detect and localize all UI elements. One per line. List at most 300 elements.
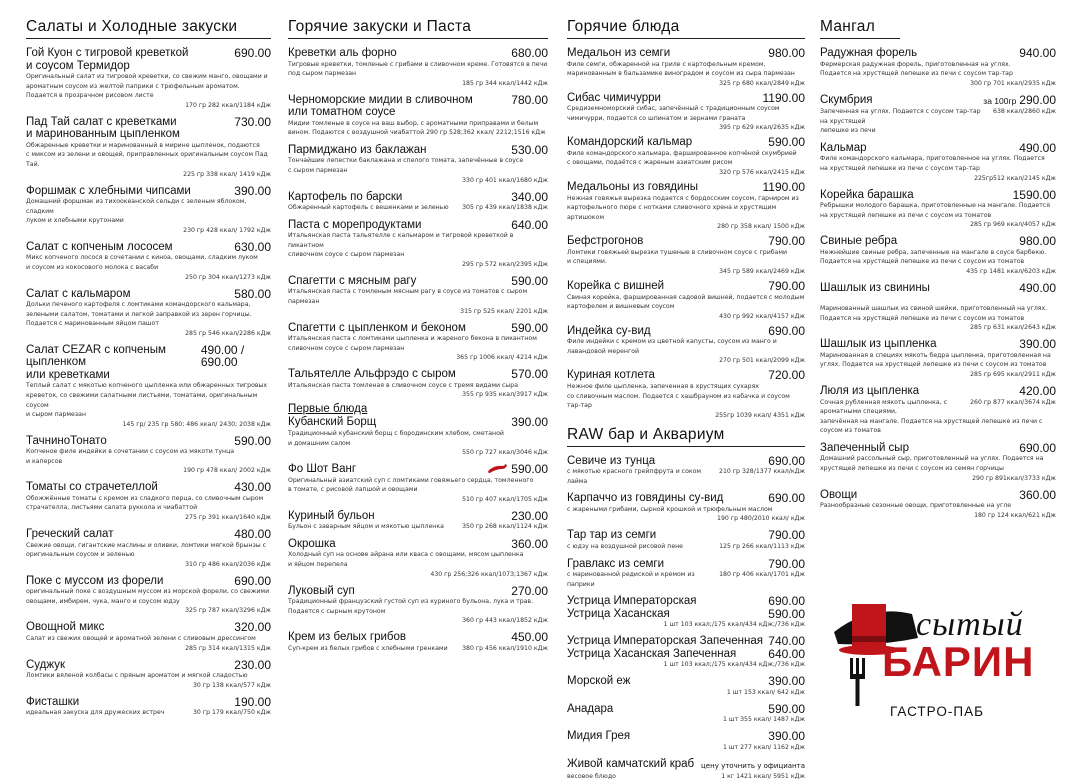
dish-description: Свиная корейка, фаршированная садовой вишней, подается с молодым картофелем и вишневым соусом bbox=[567, 293, 805, 311]
price-value: 590.00 bbox=[768, 701, 805, 716]
dish-price bbox=[230, 659, 271, 672]
section-title: Горячие закуски и Паста bbox=[288, 18, 548, 39]
column-grill bbox=[820, 18, 1056, 520]
menu-item-header bbox=[567, 492, 805, 505]
dish-description: Нежнейшие свиные ребра, запеченные на мангале в соусе барбекю. Подается на хрустящей лепешке из печи с соусом из томатов bbox=[820, 248, 1047, 266]
dish-description bbox=[567, 570, 805, 589]
menu-item-header bbox=[288, 191, 548, 204]
dish-name: Свиные ребра bbox=[820, 235, 898, 248]
dish-description: Маринованный шашлык из свиной шейки, приготовленный на углях. Подается на хрустящей лепешке из печи с соусом из томатов bbox=[820, 305, 1048, 322]
menu-item-header bbox=[820, 142, 1056, 155]
price-value: 940.00 bbox=[1019, 46, 1056, 60]
dish-nutrition: 360 гр 443 ккал/1852 кДж bbox=[462, 617, 548, 625]
menu-item-header bbox=[567, 455, 805, 468]
price-value: 790.00 bbox=[768, 556, 805, 571]
price-value: 690.00 bbox=[768, 453, 805, 468]
price-value: 680.00 bbox=[511, 46, 548, 60]
dish-price bbox=[507, 275, 548, 288]
price-value: 390.00 bbox=[768, 674, 805, 689]
dish-price bbox=[507, 510, 548, 523]
dish-name: Куриный бульон bbox=[288, 509, 375, 522]
dish-name: Салат с копченым лососем bbox=[26, 240, 173, 253]
menu-item-header bbox=[567, 92, 805, 105]
dish-description: Копченое филе индейки в сочетании с соусом из мякоти тунца и каперсов bbox=[26, 448, 235, 465]
menu-item bbox=[567, 280, 805, 321]
dish-name: Салат CEZAR с копченым цыпленком или креветками bbox=[26, 343, 166, 381]
dish-name: Луковый суп bbox=[288, 584, 355, 597]
menu-item bbox=[288, 631, 548, 653]
dish-name: Кальмар bbox=[820, 141, 867, 154]
dish-nutrition: 1 шт 103 ккал;/175 ккал/434 кДж;/736 кДж bbox=[663, 661, 805, 669]
dish-description bbox=[567, 467, 805, 486]
dish-nutrition: 275 гр 391 ккал/1640 кДж bbox=[185, 514, 271, 522]
menu-item bbox=[26, 47, 271, 110]
dish-description: Филе семги, обжаренной на гриле с картофельным кремом, маринованным в бальзамике виноградом и соусом из сыра пармезан bbox=[567, 60, 795, 78]
price-value: 740.00 640.00 bbox=[768, 634, 805, 661]
dish-name: Гой Куон с тигровой креветкой и соусом Термидор bbox=[26, 47, 189, 72]
dish-price bbox=[507, 94, 548, 107]
menu-item-header bbox=[26, 241, 271, 254]
dish-nutrition: 170 гр 282 ккал/1184 кДж bbox=[185, 101, 271, 109]
menu-item-header bbox=[26, 696, 271, 709]
dish-name: Салат с кальмаром bbox=[26, 287, 131, 300]
dish-description: Ломтики вяленой колбасы с пряным ароматом и мягкой сладостью bbox=[26, 672, 248, 680]
menu-item bbox=[26, 621, 271, 652]
dish-nutrition: 330 гр 401 ккал/1680 кДж bbox=[462, 176, 548, 184]
dish-name: Анадара bbox=[567, 702, 614, 715]
menu-item-header bbox=[567, 529, 805, 542]
dish-nutrition: 380 гр 456 ккал/1910 кДж bbox=[462, 644, 548, 652]
price-value: 790.00 bbox=[768, 234, 805, 249]
dish-description: Ломтики говяжьей вырезки тушеные в сливочном соусе с грибами и специями. bbox=[567, 248, 788, 266]
menu-item-header bbox=[288, 631, 548, 644]
dish-price bbox=[764, 730, 805, 743]
menu-item-header bbox=[567, 181, 805, 194]
dish-description: Нежная говяжья вырезка подается с бордосским соусом, гарниром из картофельного пюре с нотками сливочного хрена и хрустящим артишоком bbox=[567, 194, 799, 221]
dish-price bbox=[507, 463, 548, 476]
dish-description: Традиционный французский густой суп из куриного бульона, лука и трав. Подается с сырным крутоном bbox=[288, 598, 534, 615]
dish-price bbox=[507, 219, 548, 232]
price-value: 780.00 bbox=[511, 92, 548, 107]
dish-description bbox=[567, 772, 805, 782]
menu-item-header bbox=[820, 189, 1056, 202]
dish-description bbox=[820, 107, 1056, 136]
menu-item-header bbox=[26, 528, 271, 541]
dish-name: Сибас чимичурри bbox=[567, 91, 661, 104]
dish-nutrition: 305 гр 439 ккал/1838 кДж bbox=[462, 204, 548, 212]
dish-price bbox=[507, 322, 548, 335]
dish-price bbox=[507, 144, 548, 157]
dish-description-text: Обжаренный картофель с вешенками и зеленью bbox=[288, 204, 449, 212]
price-value: 590.00 bbox=[511, 273, 548, 288]
dish-name: Тар тар из семги bbox=[567, 529, 657, 542]
dish-nutrition: 285 гр 314 ккал/1315 кДж bbox=[185, 644, 271, 652]
column-hot-dishes bbox=[567, 18, 805, 782]
dish-name: Пармиджано из баклажан bbox=[288, 143, 427, 156]
dish-nutrition: 225 гр 338 ккал/ 1419 кДж bbox=[183, 170, 271, 178]
menu-item bbox=[288, 47, 548, 88]
dish-price bbox=[1015, 47, 1056, 60]
dish-name: Пад Тай салат с креветками и маринованным цыпленком bbox=[26, 115, 180, 141]
dish-description: Фермерская радужная форель, приготовленная на углях. Подается на хрустящей лепешке из печи с соусом тар-тар bbox=[820, 60, 1013, 78]
dish-nutrition: 285 гр 631 ккал/2643 кДж bbox=[970, 324, 1056, 332]
menu-item bbox=[567, 529, 805, 551]
price-value: 270.00 bbox=[511, 583, 548, 598]
menu-item-header bbox=[288, 585, 548, 598]
dish-description: Разнообразные сезонные овощи, приготовленные на угле bbox=[820, 502, 1012, 510]
dish-price bbox=[230, 288, 271, 301]
dish-description: Тигровые креветки, томленые с грибами в сливочном креме. Готовятся в печи под сыром пармезан bbox=[288, 60, 548, 78]
menu-item-header bbox=[567, 730, 805, 743]
dish-name: Фисташки bbox=[26, 695, 80, 708]
column-hot-appetizers bbox=[288, 18, 548, 653]
menu-item bbox=[288, 368, 548, 399]
menu-item bbox=[288, 416, 548, 457]
dish-price bbox=[764, 235, 805, 248]
menu-item-header bbox=[567, 47, 805, 60]
dish-description-text: Сочная рубленная мякоть цыпленка, с ароматными специями, запечённая на мангале. Подается на хрустящей лепешке из печи с соусом из томатов bbox=[820, 398, 1043, 435]
dish-nutrition: 325 гр 787 ккал/3296 кДж bbox=[185, 607, 271, 615]
menu-item-header bbox=[567, 280, 805, 293]
menu-item-header bbox=[820, 235, 1056, 248]
price-value: 590.00 bbox=[768, 135, 805, 150]
menu-item-header bbox=[288, 322, 548, 335]
dish-name: ТачниноТонато bbox=[26, 434, 107, 447]
dish-price bbox=[764, 595, 805, 620]
price-value: 640.00 bbox=[511, 217, 548, 232]
menu-item-header bbox=[26, 288, 271, 301]
menu-item bbox=[26, 344, 271, 429]
menu-item-header bbox=[288, 94, 548, 119]
dish-price bbox=[1015, 489, 1056, 502]
dish-nutrition: 1 кг 1421 ккал/ 5951 кДж bbox=[721, 773, 805, 781]
dish-nutrition: 30 гр 138 ккал/577 кДж bbox=[193, 681, 271, 689]
dish-name: Люля из цыпленка bbox=[820, 385, 920, 397]
dish-price bbox=[230, 696, 271, 709]
menu-item-header bbox=[288, 47, 548, 60]
price-value: 390.00 bbox=[511, 415, 548, 430]
menu-item-header bbox=[820, 282, 1056, 295]
dish-nutrition: 310 гр 486 ккал/2036 кДж bbox=[185, 560, 271, 568]
menu-item bbox=[567, 558, 805, 590]
dish-description bbox=[288, 203, 548, 213]
dish-name: Мидия Грея bbox=[567, 730, 631, 743]
dish-nutrition: 280 гр 358 ккал/ 1500 кДж bbox=[717, 223, 805, 231]
dish-nutrition: 185 гр 344 ккал/1442 кДж bbox=[462, 79, 548, 87]
menu-item bbox=[567, 492, 805, 523]
menu-item-header bbox=[820, 338, 1056, 351]
price-value: 690.00 590.00 bbox=[768, 594, 805, 621]
price-value: цену уточнить у официанта bbox=[701, 761, 805, 770]
dish-price bbox=[507, 538, 548, 551]
menu-item bbox=[288, 322, 548, 363]
menu-item bbox=[288, 219, 548, 269]
menu-item bbox=[567, 181, 805, 231]
price-value: 490.00 bbox=[1019, 281, 1056, 296]
dish-price bbox=[230, 435, 271, 448]
price-value: 290.00 bbox=[1019, 92, 1056, 107]
dish-price bbox=[697, 758, 805, 773]
dish-description: Маринованная в специях мякоть бедра цыпленка, приготовленная на углях. Подается на хрустящей лепешке из печи с соусом из томатов bbox=[820, 351, 1051, 369]
price-value: 720.00 bbox=[768, 368, 805, 383]
dish-price bbox=[764, 369, 805, 382]
menu-item bbox=[820, 282, 1056, 332]
menu-item bbox=[567, 703, 805, 725]
price-value: 730.00 bbox=[234, 114, 271, 129]
price-value: 490.00 / 690.00 bbox=[200, 342, 245, 370]
dish-nutrition: 285 гр 969 ккал/4057 кДж bbox=[970, 221, 1056, 229]
dish-description: Средиземноморский сибас, запечённый с традиционным соусом чимичурри, подается со шпинатом и зернами граната bbox=[567, 105, 780, 122]
logo-word-barin: БАРИН bbox=[882, 638, 1035, 685]
dish-description-text: Суп-крем из белых грибов с хлебными гренками bbox=[288, 644, 448, 652]
menu-item bbox=[820, 94, 1056, 136]
dish-name: Крем из белых грибов bbox=[288, 631, 406, 644]
dish-nutrition: 320 гр 576 ккал/2415 кДж bbox=[719, 169, 805, 177]
dish-nutrition: 1 шт 355 ккал/ 1487 кДж bbox=[722, 716, 805, 724]
menu-item-header bbox=[288, 538, 548, 551]
menu-item bbox=[567, 369, 805, 419]
menu-item bbox=[26, 659, 271, 690]
dish-nutrition: 30 гр 179 ккал/750 кДж bbox=[193, 709, 271, 717]
menu-item bbox=[26, 575, 271, 616]
dish-name: Устрица Императорская Запеченная Устрица Хасанская Запеченная bbox=[567, 635, 763, 660]
menu-item bbox=[26, 528, 271, 569]
menu-item-header bbox=[567, 369, 805, 382]
dish-nutrition: 180 гр 406 ккал/1701 кДж bbox=[719, 571, 805, 579]
dish-price bbox=[1015, 282, 1056, 295]
dish-price bbox=[507, 47, 548, 60]
dish-nutrition: 345 гр 589 ккал/2469 кДж bbox=[719, 268, 805, 276]
price-value: 590.00 bbox=[511, 462, 548, 477]
menu-item bbox=[820, 442, 1056, 483]
dish-name: Индейка су-вид bbox=[567, 324, 651, 337]
dish-price bbox=[1015, 235, 1056, 248]
menu-item-header bbox=[288, 510, 548, 523]
dish-description: Холодный суп на основе айрана или кваса с овощами, мясом цыпленка и яйцом перепела bbox=[288, 551, 524, 568]
dish-name: Карпаччо из говядины су-вид bbox=[567, 492, 724, 505]
dish-nutrition: 145 гр/ 235 гр 580; 486 ккал/ 2430; 2038 кДж bbox=[122, 420, 271, 428]
menu-item bbox=[820, 47, 1056, 88]
dish-nutrition: 395 гр 629 ккал/2635 кДж bbox=[719, 124, 805, 132]
dish-name: Кубанский Борщ bbox=[288, 416, 377, 429]
dish-name: Радужная форель bbox=[820, 47, 918, 59]
dish-description bbox=[567, 542, 805, 552]
dish-nutrition: 125 гр 266 ккал/1113 кДж bbox=[719, 542, 805, 550]
menu-item bbox=[567, 47, 805, 88]
dish-price bbox=[764, 455, 805, 468]
price-value: 570.00 bbox=[511, 367, 548, 382]
dish-name: Морской еж bbox=[567, 675, 631, 688]
menu-item-header bbox=[820, 385, 1056, 398]
dish-price bbox=[230, 185, 271, 198]
menu-item-header bbox=[567, 595, 805, 620]
price-value: 490.00 bbox=[1019, 140, 1056, 155]
dish-nutrition: 260 гр 877 ккал/3674 кДж bbox=[970, 398, 1056, 406]
dish-description: Итальянская паста с ломтиками цыпленка и жареного бекона в пикантном сливочном соусе с сыром пармезан bbox=[288, 335, 537, 352]
price-value: 1190.00 bbox=[762, 180, 805, 195]
dish-price bbox=[230, 621, 271, 634]
price-value: 480.00 bbox=[234, 527, 271, 542]
dish-description: Филе командорского кальмара, приготовленное на углях. Подается на хрустящей лепешке из печи с соусом тар-тар bbox=[820, 155, 1045, 173]
price-value: 530.00 bbox=[511, 142, 548, 157]
dish-description: Мидии томленые в соусе на ваш выбор, с ароматными приправами и белым вином. Подаются с воздушной чиабаттой 290 гр 528;362 ккал/ 2212;1516 кДж bbox=[288, 119, 546, 137]
menu-item-header bbox=[567, 675, 805, 688]
menu-item bbox=[567, 325, 805, 366]
menu-item bbox=[26, 481, 271, 522]
menu-item-header bbox=[820, 442, 1056, 455]
dish-description: Домашний рассольный сыр, приготовленный на углях. Подается на хрустящей лепешке из печи с соусом из семян горчицы bbox=[820, 455, 1044, 472]
price-value: 390.00 bbox=[1019, 337, 1056, 352]
price-value: 230.00 bbox=[234, 657, 271, 672]
menu-item bbox=[567, 675, 805, 697]
dish-description: Традиционный кубанский борщ с бородинским хлебом, сметаной и домашним салом bbox=[288, 429, 504, 447]
dish-price bbox=[1009, 189, 1056, 202]
dish-nutrition: 270 гр 501 ккал/2099 кДж bbox=[719, 357, 805, 365]
menu-item bbox=[26, 185, 271, 235]
dish-description: с жареными грибами, сырной крошкой и трюфельным маслом bbox=[567, 505, 773, 513]
menu-item bbox=[820, 385, 1056, 436]
dish-description: Микс копченого лосося в сочетании с киноа, овощами, сладким луком и соусом из кокосового молока с васаби bbox=[26, 254, 258, 271]
chili-pepper-icon bbox=[487, 463, 507, 474]
dish-nutrition: 430 гр 992 ккал/4157 кДж bbox=[719, 312, 805, 320]
menu-item-header bbox=[26, 621, 271, 634]
dish-price bbox=[1015, 142, 1056, 155]
dish-nutrition: 290 гр 891ккал/3733 кДж bbox=[972, 474, 1056, 482]
menu-item bbox=[288, 538, 548, 579]
dish-description: Обожжённые томаты с кремом из сладкого перца, со сливочным сыром страчателла, листьями салата руккола и чиабаттой bbox=[26, 494, 264, 512]
dish-nutrition: 430 гр 256;326 ккал/1073;1367 кДж bbox=[430, 570, 548, 578]
dish-price bbox=[507, 416, 548, 429]
menu-item-header bbox=[288, 368, 548, 381]
dish-price bbox=[764, 558, 805, 571]
menu-item bbox=[567, 136, 805, 177]
dish-name: Спагетти с цыпленком и беконом bbox=[288, 321, 466, 334]
menu-item-header bbox=[26, 116, 271, 141]
price-value: 450.00 bbox=[511, 630, 548, 645]
price-value: 320.00 bbox=[234, 620, 271, 635]
menu-item bbox=[288, 191, 548, 213]
dish-nutrition: 285 гр 546 ккал/2286 кДж bbox=[185, 329, 271, 337]
dish-nutrition: 1 шт 103 ккал;/175 ккал/434 кДж;/736 кДж bbox=[663, 621, 805, 629]
price-unit: за 100гр bbox=[983, 95, 1017, 106]
menu-item bbox=[288, 510, 548, 532]
price-value: 430.00 bbox=[234, 480, 271, 495]
menu-item bbox=[288, 585, 548, 626]
dish-price bbox=[764, 47, 805, 60]
dish-name: Скумбрия bbox=[820, 93, 873, 106]
section-title-raw-bar: RAW бар и Аквариум bbox=[567, 426, 805, 447]
price-value: 690.00 bbox=[768, 491, 805, 506]
price-value: 690.00 bbox=[234, 46, 271, 60]
menu-item bbox=[567, 235, 805, 276]
dish-description-text: весовое блюдо bbox=[567, 773, 616, 781]
dish-price bbox=[759, 181, 806, 194]
dish-price bbox=[764, 703, 805, 716]
menu-item-header bbox=[567, 635, 805, 660]
dish-name: Устрица Императорская Устрица Хасанская bbox=[567, 595, 697, 620]
dish-name: Тальятелле Альфрэдо с сыром bbox=[288, 368, 456, 381]
menu-item bbox=[820, 189, 1056, 230]
menu-item bbox=[26, 241, 271, 282]
dish-nutrition: 510 гр 407 ккал/1705 кДж bbox=[462, 495, 548, 503]
dish-description: Домашний форшмак из тихоокеанской сельди с зеленым яблоком, сладким луком и хлебными крутонами bbox=[26, 198, 247, 225]
menu-item-header bbox=[567, 758, 805, 773]
dish-nutrition: 435 гр 1481 ккал/6203 кДж bbox=[966, 268, 1056, 276]
dish-description-text: идеальная закуска для дружеских встреч bbox=[26, 709, 165, 717]
menu-item bbox=[567, 455, 805, 487]
price-value: 980.00 bbox=[1019, 234, 1056, 249]
menu-item-header bbox=[288, 463, 548, 476]
dish-name: Бефстрогонов bbox=[567, 235, 644, 248]
dish-name: Суджук bbox=[26, 658, 65, 671]
dish-description-text: с мякотью красного грейпфрута и соком лайма bbox=[567, 468, 702, 485]
dish-nutrition: 1 шт 153 ккал/ 642 кДж bbox=[726, 688, 805, 696]
menu-item-header bbox=[567, 558, 805, 571]
dish-description: Филе командорского кальмара, фаршированное копчёной скумбрией с овощами, подаётся с жареным азиатским рисом bbox=[567, 149, 797, 167]
menu-item bbox=[567, 92, 805, 133]
menu-item-header bbox=[288, 275, 548, 288]
dish-nutrition: 1 шт 277 ккал/ 1162 кДж bbox=[722, 743, 805, 751]
dish-price bbox=[764, 280, 805, 293]
dish-description: Ребрышки молодого барашка, приготовленные на мангале. Подается на хрустящей лепешке из печи с соусом из томатов bbox=[820, 202, 1050, 219]
dish-nutrition: 190 гр 480/2010 ккал/ кДж bbox=[717, 515, 805, 523]
dish-name: Шашлык из цыпленка bbox=[820, 338, 937, 351]
dish-description: Итальянская паста с томленым мясным рагу в соусе из томатов с сыром пармезан bbox=[288, 288, 528, 306]
dish-description-text: Запеченная на углях. Подается с соусом тар-тар на хрустящей лепешке из печи bbox=[820, 108, 981, 135]
dish-name: Корейка с вишней bbox=[567, 280, 665, 293]
dish-price bbox=[764, 325, 805, 338]
dish-price bbox=[764, 492, 805, 505]
brand-logo bbox=[830, 598, 1040, 720]
dish-name: Поке с муссом из форели bbox=[26, 574, 164, 587]
menu-item-header bbox=[26, 435, 271, 448]
price-value: 790.00 bbox=[768, 528, 805, 543]
dish-nutrition: 250 гр 304 ккал/1273 кДж bbox=[185, 273, 271, 281]
menu-item-header bbox=[26, 659, 271, 672]
dish-description: Итальянская паста томленая в сливочном соусе с тремя видами сыра bbox=[288, 381, 518, 389]
menu-item-header bbox=[26, 344, 271, 382]
dish-price bbox=[1015, 338, 1056, 351]
dish-price bbox=[230, 481, 271, 494]
section-subtitle: Первые блюда bbox=[288, 403, 368, 416]
dish-description: Итальянская паста тальятелле с кальмаром и тигровой креветкой в пикантном сливочном соусе с сыром пармезан bbox=[288, 232, 514, 259]
menu-item-header bbox=[567, 136, 805, 149]
dish-description: Филе индейки с кремом из цветной капусты, соусом из манго и лавандовой меренгой bbox=[567, 338, 777, 355]
dish-price bbox=[230, 47, 271, 60]
menu-item-header bbox=[820, 47, 1056, 60]
dish-name: Паста с морепродуктами bbox=[288, 218, 422, 231]
price-value: 190.00 bbox=[234, 694, 271, 709]
dish-description-text: Бульон с заварным яйцом и мякотью цыпленка bbox=[288, 523, 444, 531]
logo-subtitle: ГАСТРО-ПАБ bbox=[890, 704, 984, 719]
menu-item bbox=[820, 235, 1056, 276]
dish-description-text: с юдзу на воздушной рисовой пене bbox=[567, 542, 683, 550]
price-value: 390.00 bbox=[768, 729, 805, 744]
menu-item bbox=[288, 463, 548, 504]
dish-nutrition: 550 гр 727 ккал/3046 кДж bbox=[462, 449, 548, 457]
menu-item bbox=[26, 288, 271, 338]
dish-price bbox=[979, 94, 1056, 108]
dish-description: Оригинальный салат из тигровой креветки, со свежим манго, овощами и ароматным соусом из желтой паприки с трюфельным ароматом. Подается в прозрачном рисовом листе bbox=[26, 73, 268, 100]
dish-name: Куриная котлета bbox=[567, 369, 655, 382]
dish-price bbox=[1015, 385, 1056, 398]
section-title: Салаты и Холодные закуски bbox=[26, 18, 271, 39]
menu-item bbox=[26, 435, 271, 476]
dish-price bbox=[764, 529, 805, 542]
price-value: 230.00 bbox=[511, 508, 548, 523]
dish-name: Греческий салат bbox=[26, 528, 114, 541]
dish-description: Салат из свежих овощей и ароматной зелени с сливовым дрессингом bbox=[26, 634, 256, 642]
